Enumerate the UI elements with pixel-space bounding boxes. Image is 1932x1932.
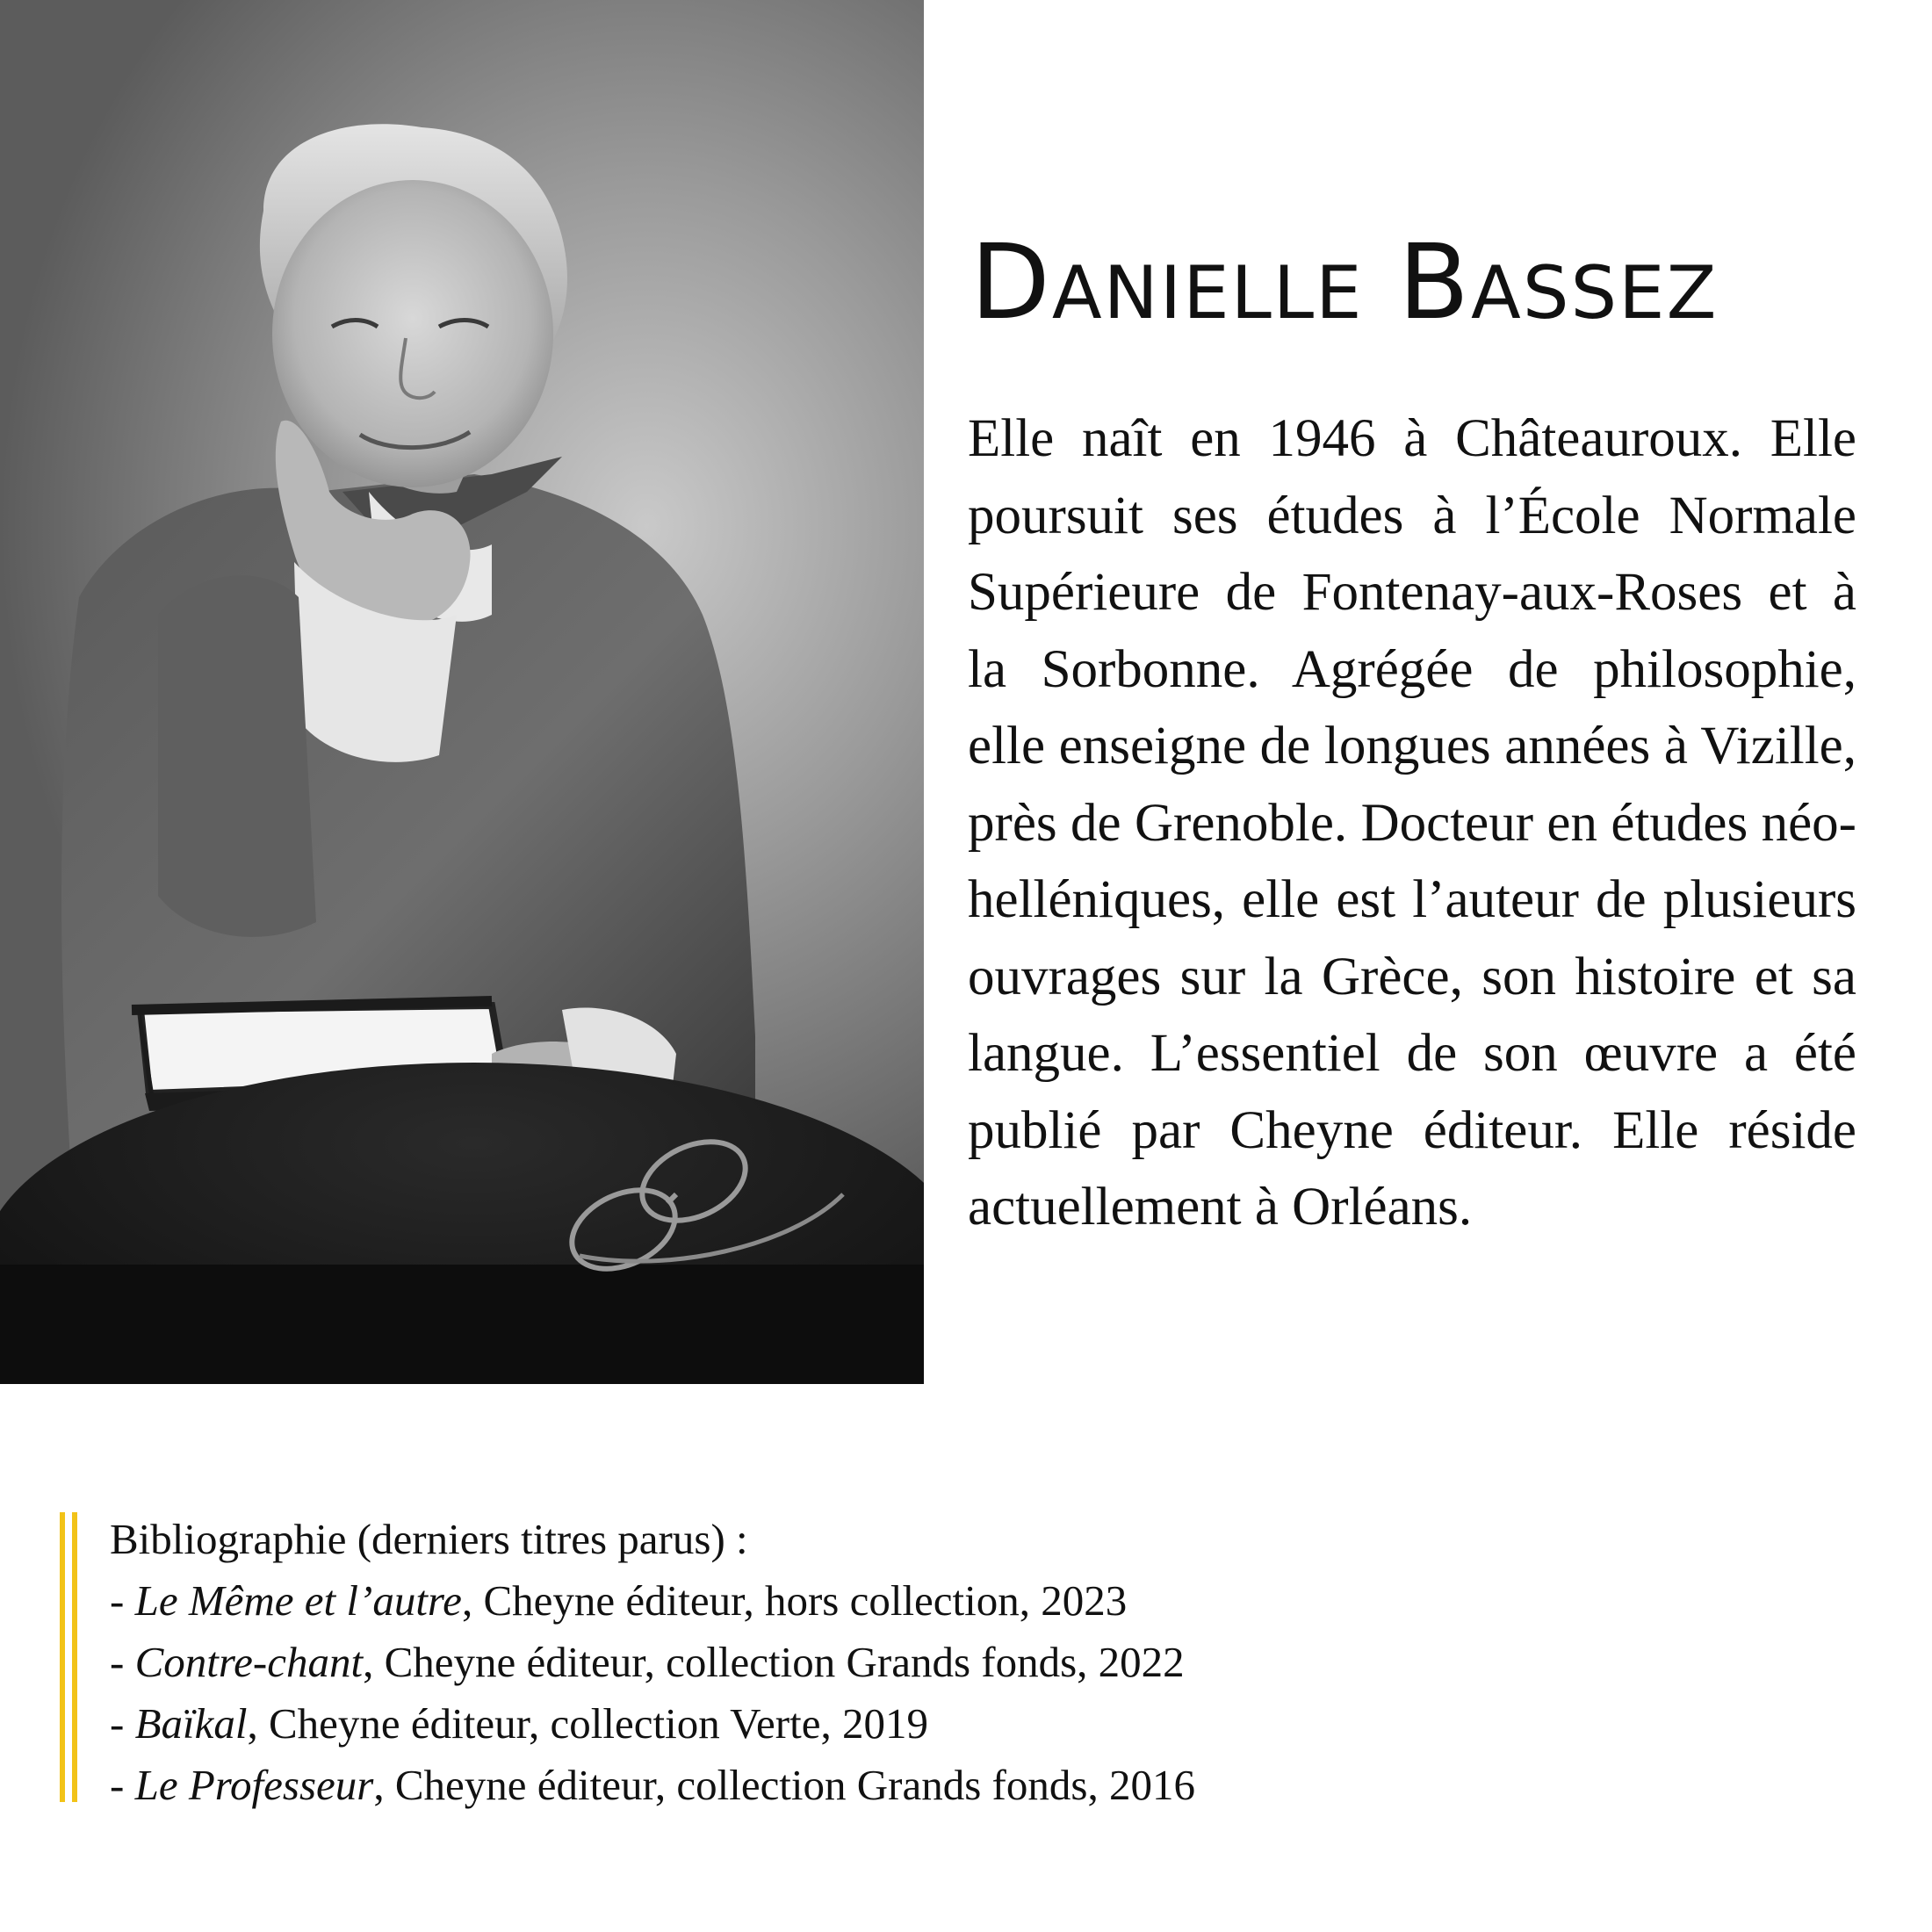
bibliography-heading: Bibliographie (derniers titres parus) :	[110, 1515, 748, 1563]
entry-details: , Cheyne éditeur, collection Verte, 2019	[247, 1699, 928, 1748]
entry-title: Baïkal	[134, 1699, 248, 1748]
entry-prefix: -	[110, 1576, 135, 1625]
entry-prefix: -	[110, 1699, 135, 1748]
author-name: Danielle Bassez	[970, 221, 1719, 342]
bibliography-entry	[110, 1632, 1195, 1693]
author-biography: Elle naît en 1946 à Châteauroux. Elle poursuit ses études à l’École Normale Supérieure de Fontenay-aux-Roses et à la Sorbonne. Agrégée de philosophie, elle enseigne de longues années à Vizille, près de Grenoble. Docteur en études néo-helléniques, elle est l’auteur de plusieurs ouvrages sur la Grèce, son histoire et sa langue. L’essentiel de son œuvre a été publié par Cheyne éditeur. Elle réside actuellement à Orléans.	[968, 409, 1856, 1236]
entry-title: Le Même et l’autre	[134, 1576, 462, 1625]
entry-details: , Cheyne éditeur, collection Grands fonds, 2016	[373, 1761, 1195, 1809]
entry-prefix: -	[110, 1638, 135, 1686]
bibliography-entry	[110, 1755, 1195, 1816]
bibliography-list	[110, 1509, 1195, 1816]
accent-bar	[72, 1512, 77, 1802]
bibliography-entry	[110, 1570, 1195, 1632]
entry-title: Contre-chant	[134, 1638, 364, 1686]
portrait-illustration	[0, 0, 924, 1384]
bibliography-entry	[110, 1693, 1195, 1755]
accent-bar	[60, 1512, 65, 1802]
entry-details: , Cheyne éditeur, hors collection, 2023	[461, 1576, 1128, 1625]
entry-prefix: -	[110, 1761, 135, 1809]
entry-title: Le Professeur	[134, 1761, 374, 1809]
bibliography-section	[60, 1509, 1728, 1809]
entry-details: , Cheyne éditeur, collection Grands fonds, 2022	[363, 1638, 1185, 1686]
author-portrait-photo	[0, 0, 924, 1384]
